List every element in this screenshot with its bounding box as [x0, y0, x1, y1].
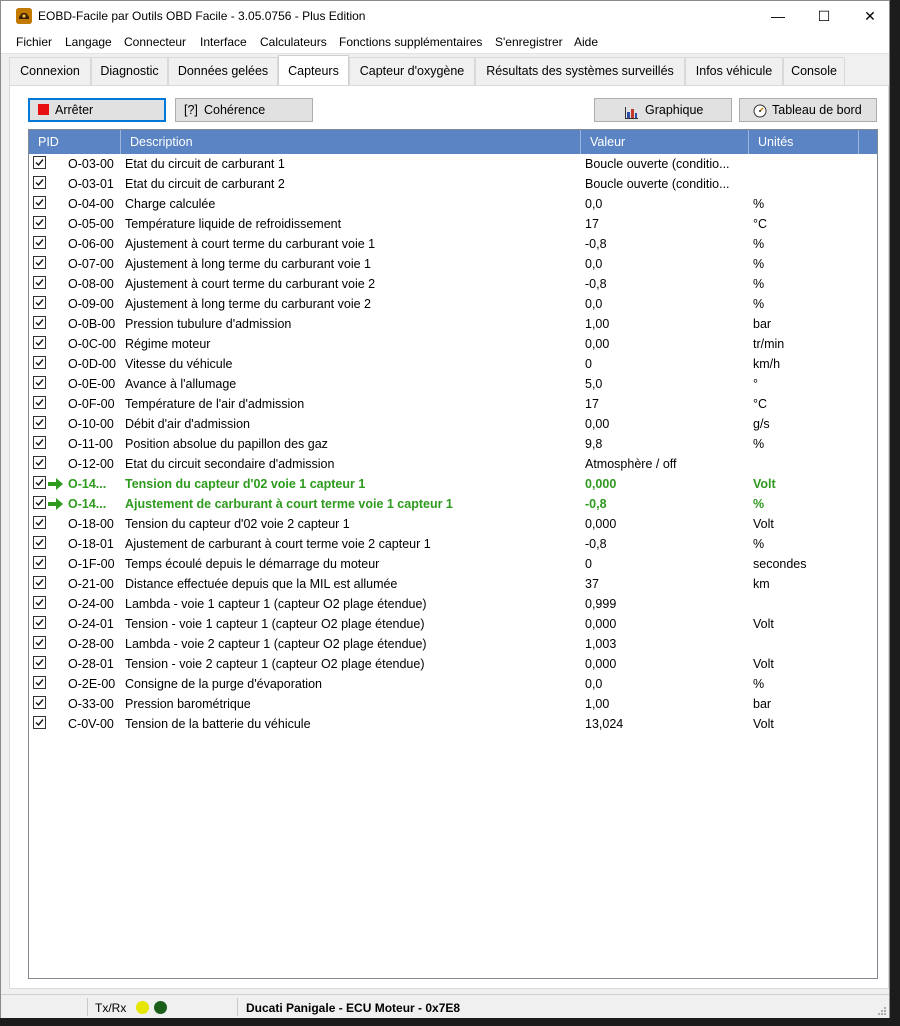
row-checkbox[interactable] [33, 696, 46, 709]
column-header-valeur[interactable]: Valeur [581, 130, 749, 154]
tab-connexion[interactable]: Connexion [9, 57, 91, 85]
table-row[interactable] [29, 274, 877, 294]
rx-indicator-icon [154, 1001, 167, 1014]
table-row[interactable] [29, 174, 877, 194]
row-value: 0,0 [585, 257, 603, 271]
row-description: Tension de la batterie du véhicule [125, 717, 311, 731]
maximize-button[interactable]: ☐ [817, 8, 831, 24]
row-value: -0,8 [585, 497, 607, 511]
row-pid: O-05-00 [68, 217, 114, 231]
row-description: Vitesse du véhicule [125, 357, 233, 371]
table-row[interactable] [29, 394, 877, 414]
tab-donnees-gelees[interactable]: Données gelées [168, 57, 278, 85]
tab-capteurs[interactable]: Capteurs [278, 55, 349, 85]
row-value: 0,000 [585, 617, 617, 631]
row-description: Position absolue du papillon des gaz [125, 437, 328, 451]
row-value: 0,00 [585, 337, 610, 351]
row-description: Tension du capteur d'02 voie 1 capteur 1 [125, 477, 366, 491]
row-pid: O-24-01 [68, 617, 114, 631]
row-value: 9,8 [585, 437, 603, 451]
row-value: 0,999 [585, 597, 617, 611]
row-pid: O-06-00 [68, 237, 114, 251]
row-value: 0,0 [585, 197, 603, 211]
row-pid: O-1F-00 [68, 557, 115, 571]
row-value: 0,0 [585, 677, 603, 691]
row-description: Ajustement à court terme du carburant voie 2 [125, 277, 376, 291]
row-unit: Volt [753, 617, 774, 631]
row-checkbox[interactable] [33, 396, 46, 409]
row-unit: % [753, 537, 765, 551]
capteurs-panel [9, 85, 889, 989]
row-description: Ajustement de carburant à court terme voie 1 capteur 1 [125, 497, 453, 511]
table-row[interactable] [29, 454, 877, 474]
help-icon: [?] [184, 103, 198, 117]
coherence-button[interactable] [175, 98, 313, 122]
row-checkbox[interactable] [33, 516, 46, 529]
row-checkbox[interactable] [33, 576, 46, 589]
table-row[interactable] [29, 514, 877, 534]
table-row[interactable] [29, 554, 877, 574]
coherence-button-label: Cohérence [204, 103, 266, 117]
table-row[interactable] [29, 234, 877, 254]
row-checkbox[interactable] [33, 536, 46, 549]
row-value: Atmosphère / off [585, 457, 677, 471]
row-value: Boucle ouverte (conditio... [585, 177, 730, 191]
row-checkbox[interactable] [33, 176, 46, 189]
row-value: 17 [585, 217, 599, 231]
row-description: Lambda - voie 2 capteur 1 (capteur O2 plage étendue) [125, 637, 427, 651]
row-unit: bar [753, 697, 772, 711]
menu-interface[interactable]: Interface [200, 35, 247, 49]
minimize-button[interactable]: — [771, 8, 785, 24]
row-value: 0,000 [585, 657, 617, 671]
row-checkbox[interactable] [33, 356, 46, 369]
row-checkbox[interactable] [33, 416, 46, 429]
row-description: Etat du circuit de carburant 2 [125, 177, 285, 191]
table-row[interactable] [29, 154, 877, 174]
sensor-table [28, 129, 878, 979]
row-pid: O-04-00 [68, 197, 114, 211]
status-bar [1, 994, 889, 1018]
row-value: Boucle ouverte (conditio... [585, 157, 730, 171]
row-pid: O-0B-00 [68, 317, 116, 331]
row-unit: ° [753, 377, 758, 391]
row-pid: O-0C-00 [68, 337, 116, 351]
row-unit: °C [753, 397, 768, 411]
row-unit: % [753, 237, 765, 251]
table-header [29, 130, 877, 154]
row-value: 0,000 [585, 517, 617, 531]
table-row[interactable] [29, 594, 877, 614]
row-checkbox[interactable] [33, 296, 46, 309]
row-checkbox[interactable] [33, 336, 46, 349]
row-description: Consigne de la purge d'évaporation [125, 677, 322, 691]
row-checkbox[interactable] [33, 376, 46, 389]
row-description: Ajustement de carburant à court terme voie 2 capteur 1 [125, 537, 431, 551]
table-row[interactable] [29, 494, 877, 514]
table-row[interactable] [29, 194, 877, 214]
row-unit: km [753, 577, 770, 591]
row-value: 1,00 [585, 317, 610, 331]
row-unit: g/s [753, 417, 770, 431]
row-unit: % [753, 297, 765, 311]
table-row[interactable] [29, 574, 877, 594]
stop-button[interactable] [28, 98, 166, 122]
menu-calculateurs[interactable]: Calculateurs [260, 35, 327, 49]
row-checkbox[interactable] [33, 216, 46, 229]
row-pid: O-2E-00 [68, 677, 116, 691]
status-separator [87, 998, 88, 1016]
row-pid: O-14... [68, 477, 107, 491]
row-pid: O-24-00 [68, 597, 114, 611]
row-value: 1,003 [585, 637, 617, 651]
row-unit: Volt [753, 517, 774, 531]
row-description: Pression tubulure d'admission [125, 317, 292, 331]
row-checkbox[interactable] [33, 656, 46, 669]
row-value: 0,0 [585, 297, 603, 311]
resize-grip-icon[interactable] [877, 1006, 887, 1016]
connection-status: Ducati Panigale - ECU Moteur - 0x7E8 [246, 1001, 461, 1015]
table-row[interactable] [29, 474, 877, 494]
row-description: Ajustement à long terme du carburant voie 1 [125, 257, 371, 271]
row-pid: O-03-00 [68, 157, 114, 171]
row-value: -0,8 [585, 277, 607, 291]
row-pid: O-10-00 [68, 417, 114, 431]
row-unit: % [753, 277, 765, 291]
row-description: Température de l'air d'admission [125, 397, 305, 411]
row-pid: O-12-00 [68, 457, 114, 471]
table-row[interactable] [29, 314, 877, 334]
table-row[interactable] [29, 654, 877, 674]
row-description: Ajustement à court terme du carburant voie 1 [125, 237, 376, 251]
status-separator [237, 998, 238, 1016]
stop-icon [38, 104, 49, 115]
row-unit: °C [753, 217, 768, 231]
row-description: Etat du circuit de carburant 1 [125, 157, 285, 171]
menu-fonctions-supplementaires[interactable]: Fonctions supplémentaires [339, 35, 483, 49]
row-description: Débit d'air d'admission [125, 417, 250, 431]
row-checkbox[interactable] [33, 616, 46, 629]
row-checkbox[interactable] [33, 496, 46, 509]
table-row[interactable] [29, 254, 877, 274]
row-description: Lambda - voie 1 capteur 1 (capteur O2 plage étendue) [125, 597, 427, 611]
table-row[interactable] [29, 294, 877, 314]
row-description: Charge calculée [125, 197, 216, 211]
table-row[interactable] [29, 214, 877, 234]
row-description: Tension - voie 2 capteur 1 (capteur O2 plage étendue) [125, 657, 425, 671]
table-row[interactable] [29, 714, 877, 734]
row-value: 5,0 [585, 377, 603, 391]
table-row[interactable] [29, 614, 877, 634]
row-pid: O-03-01 [68, 177, 114, 191]
txrx-label: Tx/Rx [95, 1001, 127, 1015]
row-value: 0,000 [585, 477, 617, 491]
row-unit: Volt [753, 657, 774, 671]
row-description: Etat du circuit secondaire d'admission [125, 457, 335, 471]
table-row[interactable] [29, 354, 877, 374]
row-checkbox[interactable] [33, 316, 46, 329]
graph-button-label: Graphique [645, 103, 704, 117]
row-checkbox[interactable] [33, 256, 46, 269]
table-row[interactable] [29, 534, 877, 554]
table-row[interactable] [29, 694, 877, 714]
row-value: 0 [585, 557, 592, 571]
row-value: 0 [585, 357, 592, 371]
row-value: 17 [585, 397, 599, 411]
row-checkbox[interactable] [33, 596, 46, 609]
row-pid: O-18-00 [68, 517, 114, 531]
menu-bar [1, 32, 889, 54]
row-unit: % [753, 257, 765, 271]
row-description: Tension - voie 1 capteur 1 (capteur O2 plage étendue) [125, 617, 425, 631]
menu-fichier[interactable]: Fichier [16, 35, 53, 49]
row-description: Température liquide de refroidissement [125, 217, 342, 231]
window-title: EOBD-Facile par Outils OBD Facile - 3.05.0756 - Plus Edition [38, 9, 366, 23]
row-description: Régime moteur [125, 337, 211, 351]
row-unit: secondes [753, 557, 807, 571]
row-pid: O-21-00 [68, 577, 114, 591]
row-value: -0,8 [585, 237, 607, 251]
row-unit: tr/min [753, 337, 785, 351]
table-row[interactable] [29, 434, 877, 454]
row-pid: O-14... [68, 497, 107, 511]
chart-icon [625, 104, 638, 126]
row-description: Distance effectuée depuis que la MIL est allumée [125, 577, 398, 591]
row-pid: O-0F-00 [68, 397, 115, 411]
dashboard-button[interactable] [739, 98, 877, 122]
gauge-icon [753, 103, 767, 125]
column-header-description[interactable]: Description [121, 130, 581, 154]
app-logo-icon [16, 8, 32, 24]
row-description: Ajustement à long terme du carburant voie 2 [125, 297, 371, 311]
row-checkbox[interactable] [33, 196, 46, 209]
row-unit: Volt [753, 717, 774, 731]
tab-console[interactable]: Console [783, 57, 845, 85]
table-row[interactable] [29, 334, 877, 354]
stop-button-label: Arrêter [55, 103, 94, 117]
table-row[interactable] [29, 374, 877, 394]
tab-diagnostic[interactable]: Diagnostic [91, 57, 168, 85]
table-row[interactable] [29, 674, 877, 694]
row-description: Tension du capteur d'02 voie 2 capteur 1 [125, 517, 350, 531]
row-unit: % [753, 497, 765, 511]
row-description: Avance à l'allumage [125, 377, 237, 391]
menu-langage[interactable]: Langage [65, 35, 112, 49]
row-unit: Volt [753, 477, 776, 491]
row-pid: O-33-00 [68, 697, 114, 711]
row-pid: O-0E-00 [68, 377, 116, 391]
close-button[interactable]: ✕ [864, 8, 876, 24]
row-checkbox[interactable] [33, 456, 46, 469]
row-value: 1,00 [585, 697, 610, 711]
row-unit: % [753, 437, 765, 451]
row-checkbox[interactable] [33, 556, 46, 569]
row-unit: % [753, 197, 765, 211]
column-header-unites[interactable]: Unités [749, 130, 859, 154]
table-row[interactable] [29, 414, 877, 434]
row-unit: bar [753, 317, 772, 331]
row-pid: O-09-00 [68, 297, 114, 311]
row-checkbox[interactable] [33, 276, 46, 289]
row-value: 37 [585, 577, 599, 591]
dashboard-button-label: Tableau de bord [772, 103, 862, 117]
row-value: -0,8 [585, 537, 607, 551]
arrow-right-icon [48, 498, 64, 513]
row-description: Pression barométrique [125, 697, 251, 711]
row-unit: km/h [753, 357, 781, 371]
row-pid: O-28-00 [68, 637, 114, 651]
row-checkbox[interactable] [33, 636, 46, 649]
arrow-right-icon [48, 478, 64, 493]
row-unit: % [753, 677, 765, 691]
row-pid: O-28-01 [68, 657, 114, 671]
title-bar [1, 1, 889, 32]
column-header-pid[interactable]: PID [29, 130, 121, 154]
row-checkbox[interactable] [33, 716, 46, 729]
table-row[interactable] [29, 634, 877, 654]
menu-senregistrer[interactable]: S'enregistrer [495, 35, 563, 49]
row-checkbox[interactable] [33, 436, 46, 449]
tab-resultats-systemes[interactable]: Résultats des systèmes surveillés [475, 57, 685, 85]
row-pid: C-0V-00 [68, 717, 114, 731]
row-pid: O-0D-00 [68, 357, 116, 371]
graph-button[interactable] [594, 98, 732, 122]
row-pid: O-08-00 [68, 277, 114, 291]
menu-connecteur[interactable]: Connecteur [124, 35, 187, 49]
tx-indicator-icon [136, 1001, 149, 1014]
row-pid: O-18-01 [68, 537, 114, 551]
row-pid: O-07-00 [68, 257, 114, 271]
row-checkbox[interactable] [33, 236, 46, 249]
tab-infos-vehicule[interactable]: Infos véhicule [685, 57, 783, 85]
tab-capteur-oxygene[interactable]: Capteur d'oxygène [349, 57, 475, 85]
row-pid: O-11-00 [68, 437, 113, 451]
row-checkbox[interactable] [33, 676, 46, 689]
row-description: Temps écoulé depuis le démarrage du moteur [125, 557, 380, 571]
row-checkbox[interactable] [33, 476, 46, 489]
row-checkbox[interactable] [33, 156, 46, 169]
menu-aide[interactable]: Aide [574, 35, 599, 49]
row-value: 0,00 [585, 417, 610, 431]
row-value: 13,024 [585, 717, 624, 731]
